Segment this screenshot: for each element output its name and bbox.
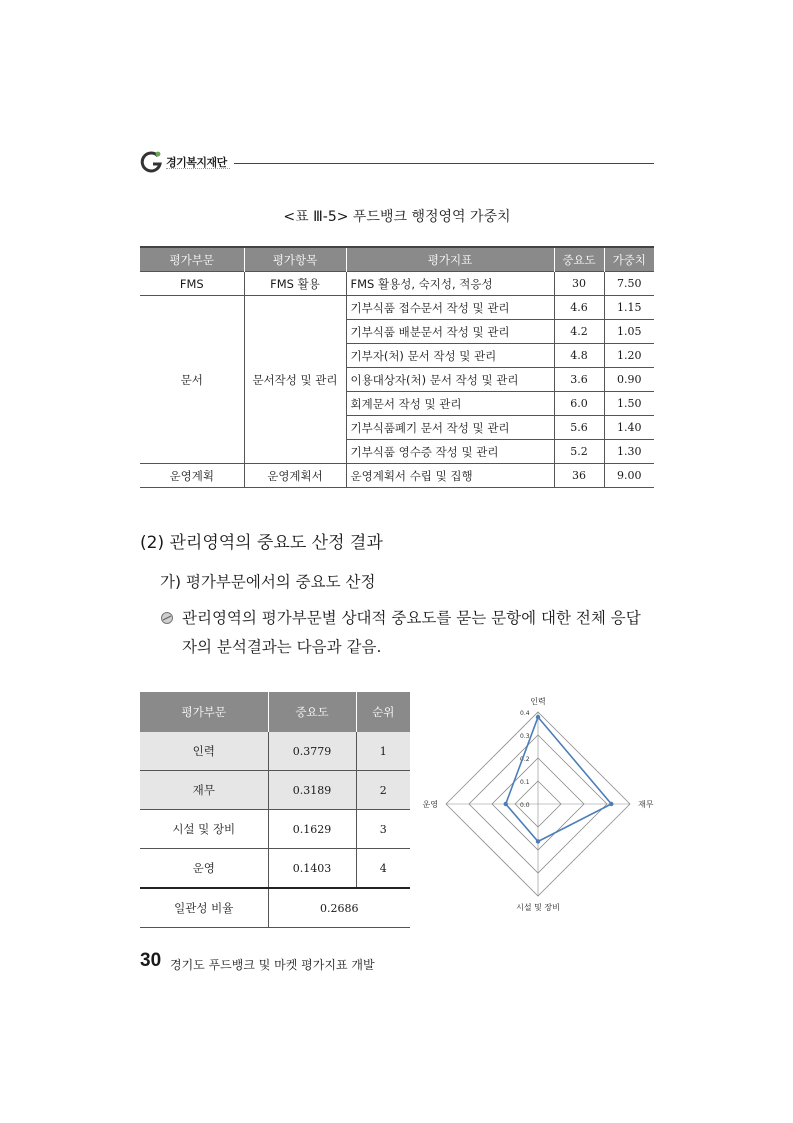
footer-title: 경기도 푸드뱅크 및 마켓 평가지표 개발: [170, 958, 375, 972]
col-category: 평가부문: [140, 247, 244, 272]
cell-importance: 0.3189: [268, 771, 356, 810]
cell-weight: 0.90: [604, 368, 654, 392]
cell-weight: 1.15: [604, 296, 654, 320]
header-rule: [234, 163, 654, 164]
org-subline: [166, 168, 230, 172]
cell-indicator: 회계문서 작성 및 관리: [346, 392, 554, 416]
cell-item: 운영계획서: [244, 464, 346, 488]
cell-importance: 4.6: [554, 296, 604, 320]
cell-category: FMS: [140, 272, 244, 296]
cell-category: 운영계획: [140, 464, 244, 488]
cell-importance: 30: [554, 272, 604, 296]
col-importance: 중요도: [554, 247, 604, 272]
table-row: [140, 849, 410, 889]
cell-weight: 1.40: [604, 416, 654, 440]
bullet-paragraph: [160, 604, 654, 662]
cell-category: 운영: [140, 849, 268, 889]
cell-indicator: 기부식품 배분문서 작성 및 관리: [346, 320, 554, 344]
cell-importance: 5.2: [554, 440, 604, 464]
cell-importance: 4.2: [554, 320, 604, 344]
bullet-icon: [160, 611, 174, 625]
section-subheading: 가) 평가부문에서의 중요도 산정: [160, 573, 376, 591]
col-indicator: 평가지표: [346, 247, 554, 272]
cell-weight: 7.50: [604, 272, 654, 296]
cell-weight: 1.30: [604, 440, 654, 464]
radar-data-point: [536, 839, 540, 843]
cell-indicator: 기부식품 영수증 작성 및 관리: [346, 440, 554, 464]
col-importance: 중요도: [268, 692, 356, 732]
running-header: [140, 150, 654, 178]
cell-importance: 3.6: [554, 368, 604, 392]
cell-indicator: 운영계획서 수립 및 집행: [346, 464, 554, 488]
cell-category: 재무: [140, 771, 268, 810]
table-row: [140, 771, 410, 810]
cell-indicator: 기부식품폐기 문서 작성 및 관리: [346, 416, 554, 440]
cell-importance: 5.6: [554, 416, 604, 440]
cell-importance: 0.1629: [268, 810, 356, 849]
cell-indicator: FMS 활용성, 숙지성, 적응성: [346, 272, 554, 296]
section-heading: (2) 관리영역의 중요도 산정 결과: [140, 533, 383, 553]
cell-rank: 2: [356, 771, 410, 810]
cell-category: 문서: [140, 296, 244, 464]
org-name: 경기복지재단: [166, 156, 227, 169]
radar-category-label: 운영: [422, 800, 438, 809]
radar-tick-label: 0.3: [520, 733, 530, 740]
cell-importance: 4.8: [554, 344, 604, 368]
cell-importance: 6.0: [554, 392, 604, 416]
radar-data-point: [609, 802, 613, 806]
cell-weight: 1.50: [604, 392, 654, 416]
cell-category: 시설 및 장비: [140, 810, 268, 849]
table-row: [140, 272, 654, 296]
importance-table: [140, 692, 410, 928]
cell-weight: 1.05: [604, 320, 654, 344]
bullet-text: 관리영역의 평가부문별 상대적 중요도를 묻는 문항에 대한 전체 응답자의 분석결과는 다음과 같음.: [182, 609, 641, 656]
table-row: [140, 888, 410, 928]
radar-tick-label: 0.2: [520, 756, 530, 763]
cell-importance: 0.3779: [268, 732, 356, 771]
radar-tick-label: 0.4: [520, 710, 530, 717]
radar-category-label: 재무: [638, 800, 654, 809]
table-row: [140, 464, 654, 488]
cell-item: 문서작성 및 관리: [244, 296, 346, 464]
foundation-logo-icon: [140, 150, 164, 174]
radar-data-point: [536, 715, 540, 719]
col-weight: 가중치: [604, 247, 654, 272]
table-row: [140, 810, 410, 849]
cell-weight: 1.20: [604, 344, 654, 368]
table-caption: <표 Ⅲ-5> 푸드뱅크 행정영역 가중치: [283, 209, 511, 225]
cell-indicator: 이용대상자(처) 문서 작성 및 관리: [346, 368, 554, 392]
radar-tick-label: 0.1: [520, 779, 530, 786]
cell-consistency-label: 일관성 비율: [140, 888, 268, 928]
table-row: [140, 296, 654, 320]
cell-indicator: 기부자(처) 문서 작성 및 관리: [346, 344, 554, 368]
col-rank: 순위: [356, 692, 410, 732]
importance-radar-chart: [418, 688, 658, 920]
cell-consistency-value: 0.2686: [268, 888, 410, 928]
cell-item: FMS 활용: [244, 272, 346, 296]
col-category: 평가부문: [140, 692, 268, 732]
cell-rank: 1: [356, 732, 410, 771]
cell-rank: 3: [356, 810, 410, 849]
radar-category-label: 인력: [530, 697, 546, 706]
table-row: [140, 732, 410, 771]
weights-table: [140, 246, 654, 488]
cell-rank: 4: [356, 849, 410, 889]
radar-category-label: 시설 및 장비: [516, 903, 560, 912]
cell-importance: 0.1403: [268, 849, 356, 889]
radar-tick-label: 0.0: [520, 802, 530, 809]
cell-importance: 36: [554, 464, 604, 488]
page-number: 30: [140, 950, 162, 971]
cell-weight: 9.00: [604, 464, 654, 488]
radar-data-point: [504, 802, 508, 806]
cell-category: 인력: [140, 732, 268, 771]
cell-indicator: 기부식품 접수문서 작성 및 관리: [346, 296, 554, 320]
col-item: 평가항목: [244, 247, 346, 272]
